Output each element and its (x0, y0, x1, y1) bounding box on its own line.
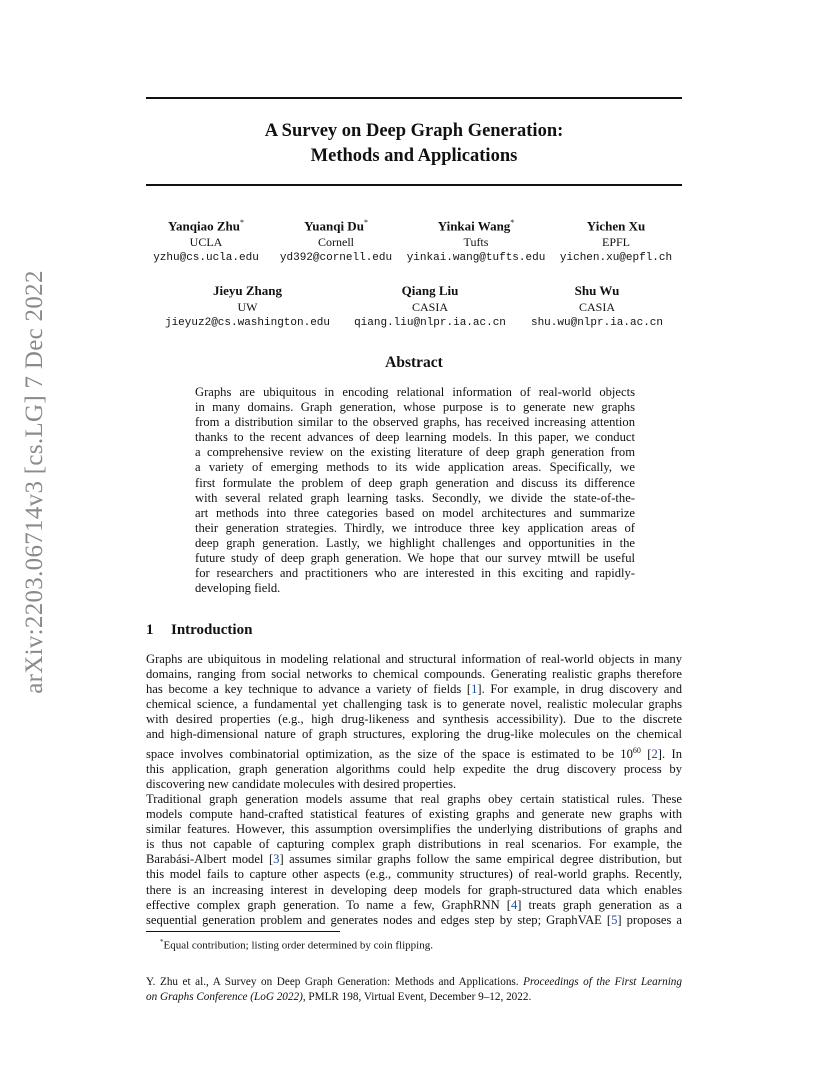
author-affiliation: CASIA (578, 300, 615, 314)
abstract-line: with several related graph learning tasks. Secondly, we divide the state-of-the- (195, 490, 635, 505)
abstract-line: their generation strategies. Thirdly, we introduce three key application areas of (195, 520, 635, 535)
author-name: Jieyu Zhang (213, 283, 282, 298)
arxiv-identifier: arXiv:2203.06714v3 [cs.LG] 7 Dec 2022 (21, 270, 48, 694)
footnote (160, 935, 433, 953)
author-name: Yuanqi Du (304, 218, 364, 234)
abstract-line: from a distribution similar to the observed graphs, has received increasing attention (195, 415, 635, 430)
author-affiliation: CASIA (411, 300, 448, 314)
author-affiliation: UCLA (189, 235, 223, 250)
title-line-2: Methods and Applications (310, 146, 518, 166)
author-name: Qiang Liu (401, 283, 459, 298)
author-block (405, 214, 547, 266)
title-line-1: A Survey on Deep Graph Generation: (264, 121, 564, 141)
paragraph-line: there is an increasing interest in developing deep models for graph-structured data which enables (146, 882, 682, 897)
author-email[interactable]: yd392@cornell.edu (279, 252, 393, 265)
author-affiliation: Cornell (318, 235, 354, 250)
citation-footer (146, 975, 682, 1004)
author-block (272, 214, 400, 266)
footnote-text: Equal contribution; listing order determined by coin flipping. (163, 939, 433, 952)
paragraph-line: and high-dimensional nature of graph structures, exploring the drug-like molecules on the chemical (146, 727, 682, 742)
author-name: Yanqiao Zhu (168, 218, 240, 234)
abstract-line: a variety of emerging methods to its wide application areas. Specifically, we (195, 460, 635, 475)
paragraph-line: this application, graph generation algorithms could help expedite the drug discovery process by (146, 761, 682, 776)
author-email[interactable]: qiang.liu@nlpr.ia.ac.cn (354, 317, 506, 329)
paragraph-line: discovering new candidate molecules with desired properties. (146, 776, 457, 791)
abstract-line: Graphs are ubiquitous in encoding relational information of real-world objects (195, 385, 635, 399)
paragraph-line: with desired properties (e.g., high drug-likeness and synthesis accessibility). Due to the discrete (146, 712, 682, 727)
paragraph-line: Graphs are ubiquitous in modeling relational and structural information of real-world objects in many (146, 652, 682, 666)
abstract-line: for researchers and practitioners who are interested in this exciting and rapidly- (195, 566, 635, 581)
author-email[interactable]: yinkai.wang@tufts.edu (406, 252, 546, 265)
paragraph-line: similar features. However, this assumption oversimplifies the underlying distributions of graphs and (146, 822, 682, 837)
abstract-heading: Abstract (385, 354, 443, 371)
author-block (146, 214, 266, 266)
abstract-line: deep graph generation. Lastly, we highlight challenges and opportunities in the (195, 535, 635, 550)
section-heading (146, 622, 252, 639)
citation-link[interactable]: 5 (611, 912, 618, 927)
author-name: Shu Wu (574, 283, 620, 298)
author-block (160, 282, 335, 331)
equal-contribution-mark: * (363, 218, 368, 227)
title-bottom-rule (146, 184, 682, 186)
paragraph-line: space involves combinatorial optimization, as the size of the space is estimated to be $10^{60}$ [2]. In (146, 745, 682, 761)
intro-paragraph-1 (146, 652, 682, 792)
author-block (352, 282, 508, 331)
citation-link[interactable]: 4 (510, 897, 518, 912)
paragraph-line: is thus not capable of capturing complex graph distributions in real scenarios. For example, the (146, 837, 682, 852)
author-name: Yichen Xu (586, 218, 646, 234)
paragraph-line: this model fails to capture other aspects (e.g., community structures) of real-world graphs. Recently, (146, 867, 682, 882)
author-block (556, 214, 676, 266)
citation-link[interactable]: 2 (651, 746, 658, 761)
paragraph-line: has become a key technique to advance a variety of fields [1]. For example, in drug discovery and (146, 682, 683, 697)
citation-link[interactable]: 1 (471, 682, 478, 697)
section-number: 1 (146, 622, 154, 638)
author-email[interactable]: yzhu@cs.ucla.edu (153, 252, 259, 265)
author-affiliation: EPFL (601, 235, 630, 250)
paragraph-line: chemical science, a fundamental yet challenging task is to generate novel, realistic molecular graphs (146, 697, 682, 712)
abstract-line: art methods into three categories based on model architectures and summarize (195, 505, 635, 520)
section-title: Introduction (171, 622, 253, 638)
paragraph-line: Barabási-Albert model [3] assumes similar graphs follow the same empirical degree distribution, but (146, 852, 682, 867)
footnote-rule (146, 931, 340, 932)
author-block (526, 282, 668, 331)
abstract-line: developing field. (195, 581, 281, 596)
author-affiliation: Tufts (463, 235, 489, 250)
intro-paragraph-2 (146, 792, 682, 928)
author-name: Yinkai Wang (437, 218, 511, 234)
equal-contribution-mark: * (510, 218, 515, 227)
paper-title (146, 119, 682, 169)
top-rule (146, 97, 682, 99)
author-email[interactable]: jieyuz2@cs.washington.edu (164, 317, 331, 329)
paragraph-line: models compute hand-crafted statistical features of existing graphs and generate new graphs with (146, 807, 682, 822)
abstract-line: future study of deep graph generation. We hope that our survey mtwill be useful (195, 551, 635, 566)
abstract-line: first formulate the problem of deep graph generation and discuss its difference (195, 475, 635, 490)
exponent: 60 (632, 745, 641, 755)
abstract-line: in many domains. Graph generation, whose purpose is to generate new graphs (195, 400, 635, 415)
paragraph-line: sequential generation problem and generates nodes and edges step by step; GraphVAE [5] proposes a (146, 912, 683, 927)
footnote-mark: * (160, 938, 164, 946)
paragraph-line: Traditional graph generation models assume that real graphs obey certain statistical rules. These (146, 792, 682, 806)
author-email[interactable]: yichen.xu@epfl.ch (559, 252, 673, 265)
author-affiliation: UW (237, 300, 258, 314)
abstract-line: thanks to the recent advances of deep learning models. In this paper, we conduct (195, 430, 635, 445)
author-email[interactable]: shu.wu@nlpr.ia.ac.cn (530, 317, 664, 329)
citation-link[interactable]: 3 (273, 852, 280, 867)
paragraph-line: domains, ranging from social networks to chemical compounds. Generating realistic graphs therefore (146, 667, 682, 682)
equal-contribution-mark: * (239, 218, 244, 227)
abstract-line: a comprehensive review on the existing literature of deep graph generation from (195, 445, 635, 460)
footer-line: on Graphs Conference (LoG 2022), PMLR 198, Virtual Event, December 9–12, 2022. (146, 990, 532, 1003)
paragraph-line: effective complex graph generation. To name a few, GraphRNN [4] treats graph generation as a (146, 897, 682, 912)
footer-line: Y. Zhu et al., A Survey on Deep Graph Generation: Methods and Applications. Proceedings of the First Learning (146, 976, 682, 988)
abstract-body (195, 385, 635, 596)
